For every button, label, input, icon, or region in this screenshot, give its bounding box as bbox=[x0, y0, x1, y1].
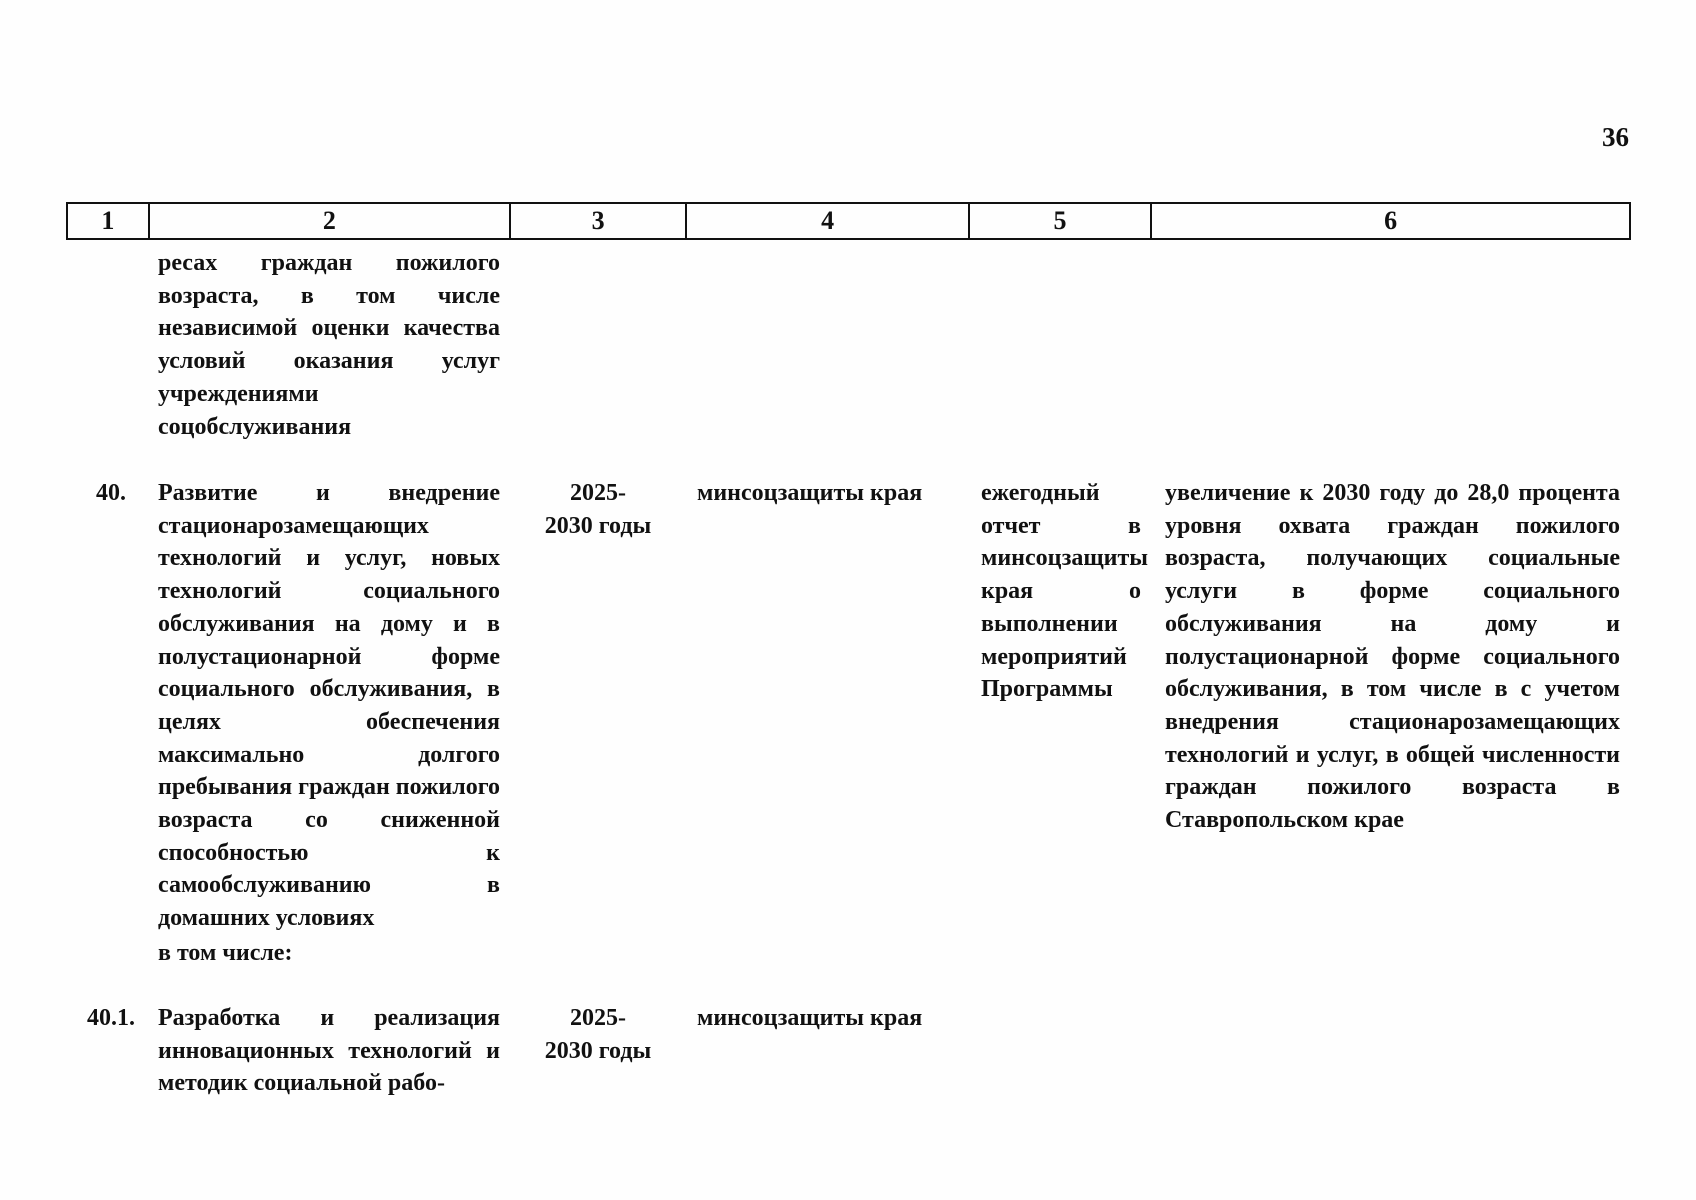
row40-1-name: Разработка и реализация инновационных технологий и методик социальной рабо- bbox=[158, 1005, 500, 1097]
row40-period-start: 2025- bbox=[570, 480, 626, 506]
header-col-4: 4 bbox=[687, 204, 969, 238]
continuation-col2: ресах граждан пожилого возраста, в том числе независимой оценки качества условий оказания услуг учреждениями соцобслуживания bbox=[158, 250, 500, 440]
header-col-6: 6 bbox=[1384, 206, 1398, 235]
row40-period bbox=[528, 477, 668, 542]
row40-1-executor: минсоцзащиты края bbox=[697, 1005, 923, 1031]
including-label: в том числе: bbox=[158, 940, 293, 966]
header-col-5: 5 bbox=[970, 204, 1153, 238]
row40-result: увеличение к 2030 году до 28,0 процента уровня охвата граждан пожилого возраста, получающих социальные услуги в форме социального обслуживания на дому и полустационарной форме социального обслуживания, в том числе в с учетом внедрения стационарозамещающих технологий и услуг, в общей численности граждан пожилого возраста в Ставропольском крае bbox=[1165, 480, 1620, 834]
header-col-2: 2 bbox=[150, 204, 511, 238]
table-header-row bbox=[66, 202, 1631, 240]
row40-report: ежегодный отчет в минсоцзащиты края о выполнении мероприятий Программы bbox=[981, 480, 1149, 703]
row40-period-end: 2030 годы bbox=[544, 512, 652, 539]
page-number: 36 bbox=[1602, 122, 1629, 152]
row40-1-period bbox=[528, 1002, 668, 1067]
row40-1-period-end: 2030 годы bbox=[544, 1037, 652, 1064]
row40-number: 40. bbox=[96, 480, 126, 506]
row40-name: Развитие и внедрение стационарозамещающих технологий и услуг, новых технологий социального обслуживания на дому и в полустационарной форме социального обслуживания, в целях обеспечения максимально долгого пребывания граждан пожилого возраста со сниженной способностью к самообслуживанию в домашних условиях bbox=[158, 480, 501, 932]
row40-1-period-start: 2025- bbox=[570, 1005, 626, 1031]
row40-executor: минсоцзащиты края bbox=[697, 480, 923, 506]
header-col-1: 1 bbox=[68, 204, 150, 238]
header-col-3: 3 bbox=[511, 204, 688, 238]
row40-1-number: 40.1. bbox=[87, 1005, 135, 1031]
